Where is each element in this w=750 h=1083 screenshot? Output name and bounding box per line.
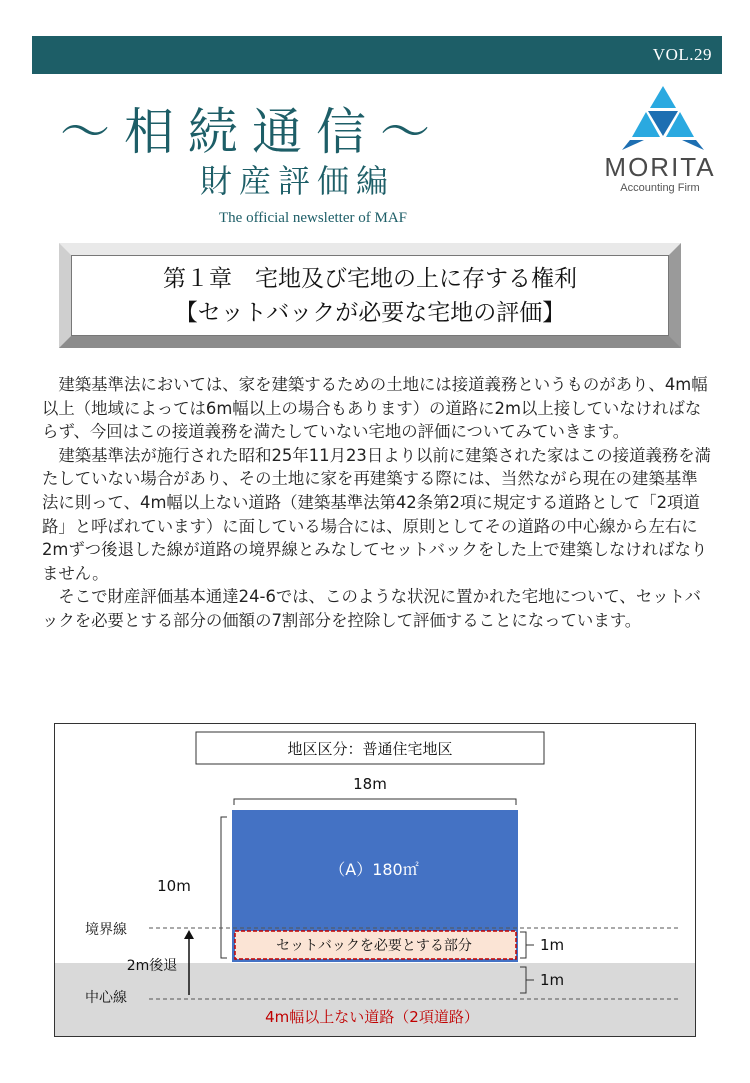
logo-name: MORITA: [604, 152, 716, 182]
volume-number: VOL.29: [652, 45, 712, 64]
header-bar: [32, 36, 722, 74]
newsletter-subtitle: 財産評価編: [200, 162, 396, 200]
chapter-heading-box: [59, 243, 681, 348]
width-label: 18m: [353, 775, 387, 793]
newsletter-tagline: The official newsletter of MAF: [219, 210, 408, 226]
centerline-label: 中心線: [85, 990, 127, 1006]
setback-label: セットバックを必要とする部分: [276, 938, 472, 954]
district-label: 地区区分：普通住宅地区: [287, 740, 453, 758]
road-label: 4m幅以上ない道路（2項道路）: [265, 1008, 479, 1026]
setback-distance-label: 2m後退: [126, 958, 178, 974]
boundary-label: 境界線: [85, 922, 127, 938]
road-half-label: 1m: [540, 971, 565, 989]
article-body: [42, 373, 712, 633]
chapter-title: 第１章 宅地及び宅地の上に存する権利: [163, 265, 577, 292]
lot-label: （A）180㎡: [329, 860, 419, 879]
chapter-subtitle: 【セットバックが必要な宅地の評価】: [174, 299, 566, 326]
paragraph: 建築基準法が施行された昭和25年11月23日より以前に建築された家はこの接道義務を満たしていない場合があり、その土地に家を再建築する際には、当然ながら現在の建築基準法に則って、4m幅以上ない道路（建築基準法第42条第2項に規定する道路として「2項道路」と呼ばれています）に面している場合には、原則としてその道路の中心線から左右に2mずつ後退した線が道路の境界線とみなしてセットバックをした上で建築しなければなりません。: [42, 445, 712, 583]
setback-depth-label: 1m: [540, 936, 565, 954]
paragraph: 建築基準法においては、家を建築するための土地には接道義務というものがあり、4m幅以上（地域によっては6m幅以上の場合もあります）の道路に2m以上接していなければならず、今回はこの接道義務を満たしていない宅地の評価についてみていきます。: [42, 375, 708, 442]
logo-subtitle: Accounting Firm: [620, 182, 700, 194]
paragraph: そこで財産評価基本通達24-6では、このような状況に置かれた宅地について、セットバックを必要とする部分の価額の7割部分を控除して評価することになっています。: [42, 587, 702, 630]
setback-diagram: [54, 723, 696, 1037]
newsletter-title: ～相続通信～: [60, 103, 444, 161]
depth-label: 10m: [157, 877, 191, 895]
